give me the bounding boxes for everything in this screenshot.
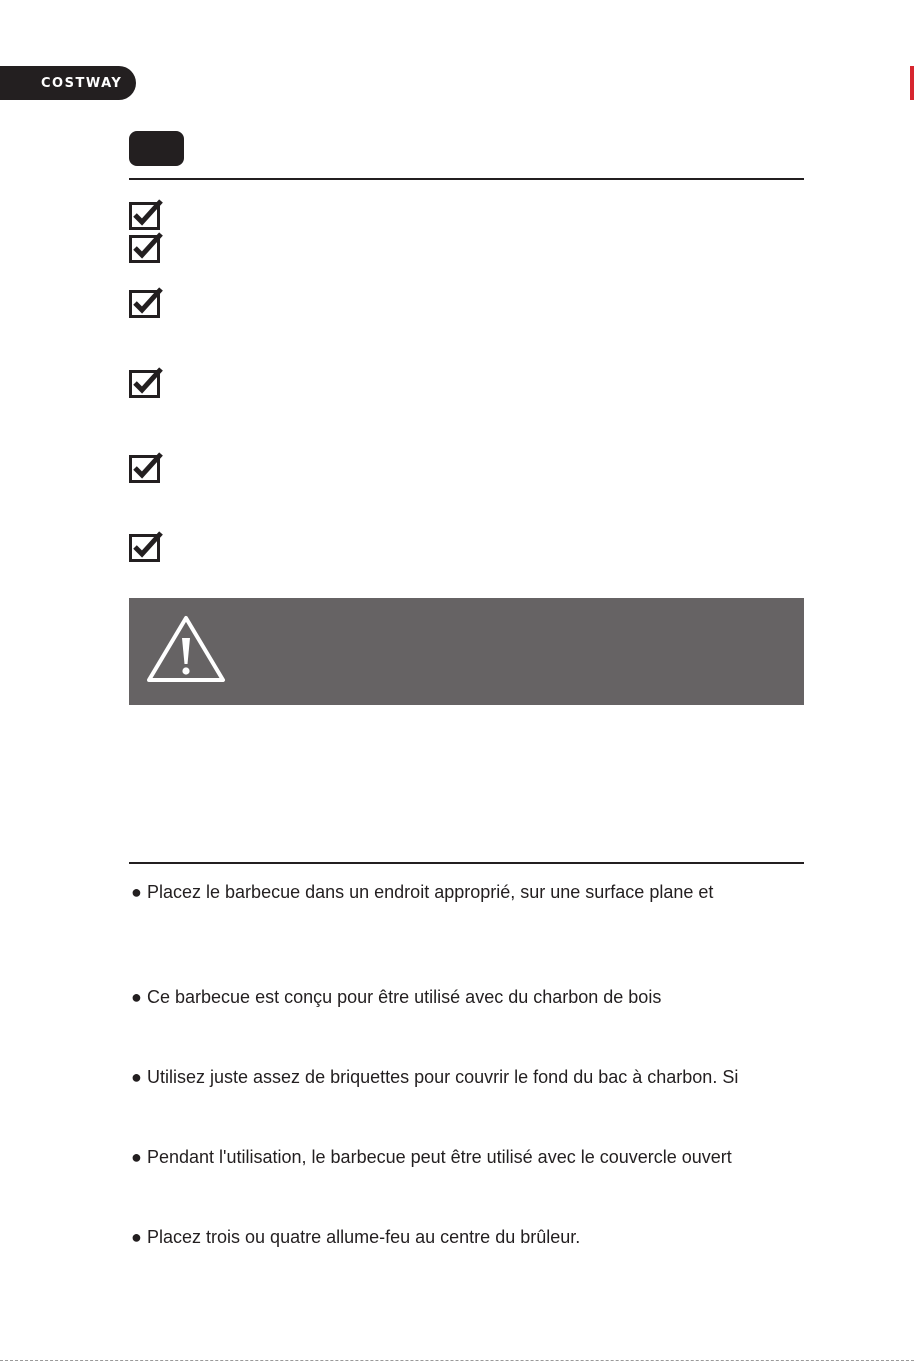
instruction-text: Placez trois ou quatre allume-feu au centre du brûleur. <box>147 1227 581 1247</box>
bullet-icon: ● <box>131 1147 142 1167</box>
brand-logo: COSTWAY <box>41 75 123 91</box>
checkmark-box-icon <box>129 451 163 483</box>
checkmark-box-icon <box>129 366 163 398</box>
section-divider-rule <box>129 862 804 864</box>
section-top-rule <box>129 178 804 180</box>
bullet-icon: ● <box>131 1227 142 1247</box>
instruction-item <box>131 1066 738 1088</box>
checkmark-box-icon <box>129 286 163 318</box>
page-edge-marker <box>910 66 914 100</box>
bullet-icon: ● <box>131 987 142 1007</box>
section-badge <box>129 131 184 166</box>
instruction-text: Pendant l'utilisation, le barbecue peut être utilisé avec le couvercle ouvert <box>147 1147 732 1167</box>
instruction-text: Placez le barbecue dans un endroit approprié, sur une surface plane et <box>147 882 714 902</box>
instruction-item <box>131 881 713 903</box>
instruction-item <box>131 1146 732 1168</box>
bullet-icon: ● <box>131 1067 142 1087</box>
checkmark-box-icon <box>129 231 163 263</box>
checkmark-box-icon <box>129 198 163 230</box>
bullet-icon: ● <box>131 882 142 902</box>
checkmark-box-icon <box>129 530 163 562</box>
instruction-item <box>131 1226 580 1248</box>
instruction-text: Ce barbecue est conçu pour être utilisé avec du charbon de bois <box>147 987 662 1007</box>
brand-tab <box>0 66 136 100</box>
warning-banner <box>129 598 804 705</box>
warning-triangle-icon <box>146 614 226 684</box>
instruction-item <box>131 986 661 1008</box>
instruction-text: Utilisez juste assez de briquettes pour couvrir le fond du bac à charbon. Si <box>147 1067 739 1087</box>
